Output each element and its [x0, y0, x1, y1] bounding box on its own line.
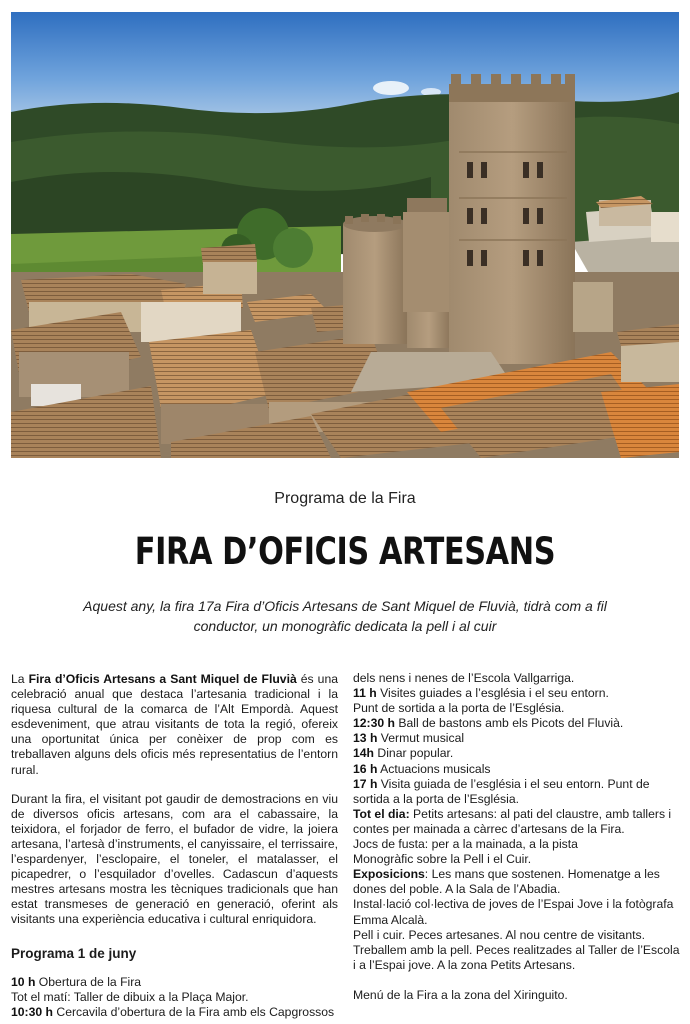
schedule-item — [353, 731, 681, 746]
intro-lead-bold: Fira d’Oficis Artesans a Sant Miquel de Fluvià — [28, 672, 297, 686]
crafts-paragraph: Durant la fira, el visitant pot gaudir de demostracions en viu de diversos oficis artesans, com ara el cabassaire, la teixidora, el forjador de ferro, el bufador de vidre, la joiera artesana, l’artesà d’instruments, el canyissaire, el terrissaire, l’espardenyer, l’esclopaire, el toneler, el matalasser, el picapedrer, o l’esquilador d’ovelles. Cadascun d’aquests mestres artesans mostra les tècniques tradicionals que han estat transmeses de generació en generació, oferint als visitants una experiència educativa i cultural enriquidora. — [11, 791, 338, 927]
schedule-text: Instal·lació col·lectiva de joves de l’Espai Jove i la fotògrafa Emma Alcalà. — [353, 897, 674, 927]
page-title: FIRA D’OFICIS ARTESANS — [134, 530, 556, 573]
schedule-item — [353, 671, 681, 686]
intro-lead-after: és una celebració anual que destaca l’artesania tradicional i la riquesa cultural de la comarca de l’Alt Empordà. Aquest esdeveniment, que atrau visitants de tota la regió, ofereix una oportunitat única per conèixer de prop com es treballaven alguns dels oficis més representatius de l’entorn rural. — [11, 672, 339, 777]
schedule-time: 12:30 h — [353, 716, 396, 731]
schedule-text: Petits artesans: al pati del claustre, amb tallers i contes per mainada a càrrec d’artesans de la Fira. — [353, 806, 672, 836]
page-subtitle: Aquest any, la fira 17a Fira d’Oficis Artesans de Sant Miquel de Fluvià, tidrà com a fil conductor, un monogràfic dedicata la pell i al cuir — [83, 598, 607, 634]
schedule-time: 11 h — [353, 686, 377, 701]
schedule-item — [353, 716, 681, 731]
schedule-item — [353, 943, 681, 973]
schedule-text: Ball de bastons amb els Picots del Fluvià. — [395, 716, 624, 731]
schedule-text: : Les mans que sostenen. Homenatge a les dones del poble. A la Sala de l’Abadia. — [353, 867, 660, 897]
schedule-item — [353, 746, 681, 761]
schedule-item — [353, 897, 681, 927]
intro-lead-before: La — [11, 672, 29, 686]
schedule-text: Monogràfic sobre la Pell i el Cuir. — [353, 852, 532, 867]
schedule-text: Visites guiades a l’església i el seu entorn. — [376, 686, 609, 701]
hero-photo — [11, 12, 679, 458]
schedule-item — [353, 837, 681, 852]
schedule-item — [353, 777, 681, 807]
schedule-text: Actuacions musicals — [377, 761, 491, 776]
schedule-time: Exposicions — [353, 867, 425, 882]
closing-note: Menú de la Fira a la zona del Xiringuito. — [353, 987, 568, 1002]
schedule-text: Pell i cuir. Peces artesanes. Al nou centre de visitants. — [353, 927, 645, 942]
schedule-item — [11, 1005, 338, 1020]
schedule-item — [11, 990, 338, 1005]
schedule-item — [353, 762, 681, 777]
schedule-time: 17 h — [353, 776, 378, 791]
schedule-text: Cercavila d’obertura de la Fira amb els Capgrossos — [53, 1004, 335, 1019]
schedule-text: dels nens i nenes de l’Escola Vallgarriga. — [353, 671, 575, 685]
schedule-time: 14h — [353, 746, 375, 761]
schedule-time: Tot el dia: — [353, 806, 410, 821]
schedule-time: 10:30 h — [11, 1004, 54, 1019]
schedule-item — [353, 701, 681, 716]
schedule-text: Tot el matí: Taller de dibuix a la Plaça Major. — [11, 989, 249, 1004]
right-column — [353, 671, 681, 1003]
schedule-text: Obertura de la Fira — [35, 974, 142, 989]
schedule-item — [353, 686, 681, 701]
schedule-item — [11, 975, 338, 990]
schedule-item — [353, 867, 681, 897]
schedule-text: Punt de sortida a la porta de l’Església. — [353, 701, 565, 716]
schedule-text: Dinar popular. — [374, 746, 454, 761]
schedule-time: 16 h — [353, 761, 378, 776]
schedule-text: Vermut musical — [377, 731, 465, 746]
section-kicker: Programa de la Fira — [274, 490, 416, 507]
village-aerial-image — [11, 12, 679, 458]
schedule-item — [353, 807, 681, 837]
schedule-item — [353, 852, 681, 867]
schedule-left — [11, 975, 338, 1020]
schedule-time: 13 h — [353, 731, 378, 746]
schedule-item — [353, 928, 681, 943]
schedule-text: Jocs de fusta: per a la mainada, a la pista — [353, 837, 578, 852]
intro-paragraph — [11, 672, 338, 778]
schedule-text: Treballem amb la pell. Peces realitzades al Taller de l’Escola i a l’Espai jove. A la zona Petits Artesans. — [353, 942, 680, 972]
schedule-time: 10 h — [11, 974, 36, 989]
left-column — [11, 672, 338, 1020]
program-heading: Programa 1 de juny — [11, 945, 137, 961]
schedule-text: Visita guiada de l’església i el seu entorn. Punt de sortida a la porta de l’Església. — [353, 776, 650, 806]
